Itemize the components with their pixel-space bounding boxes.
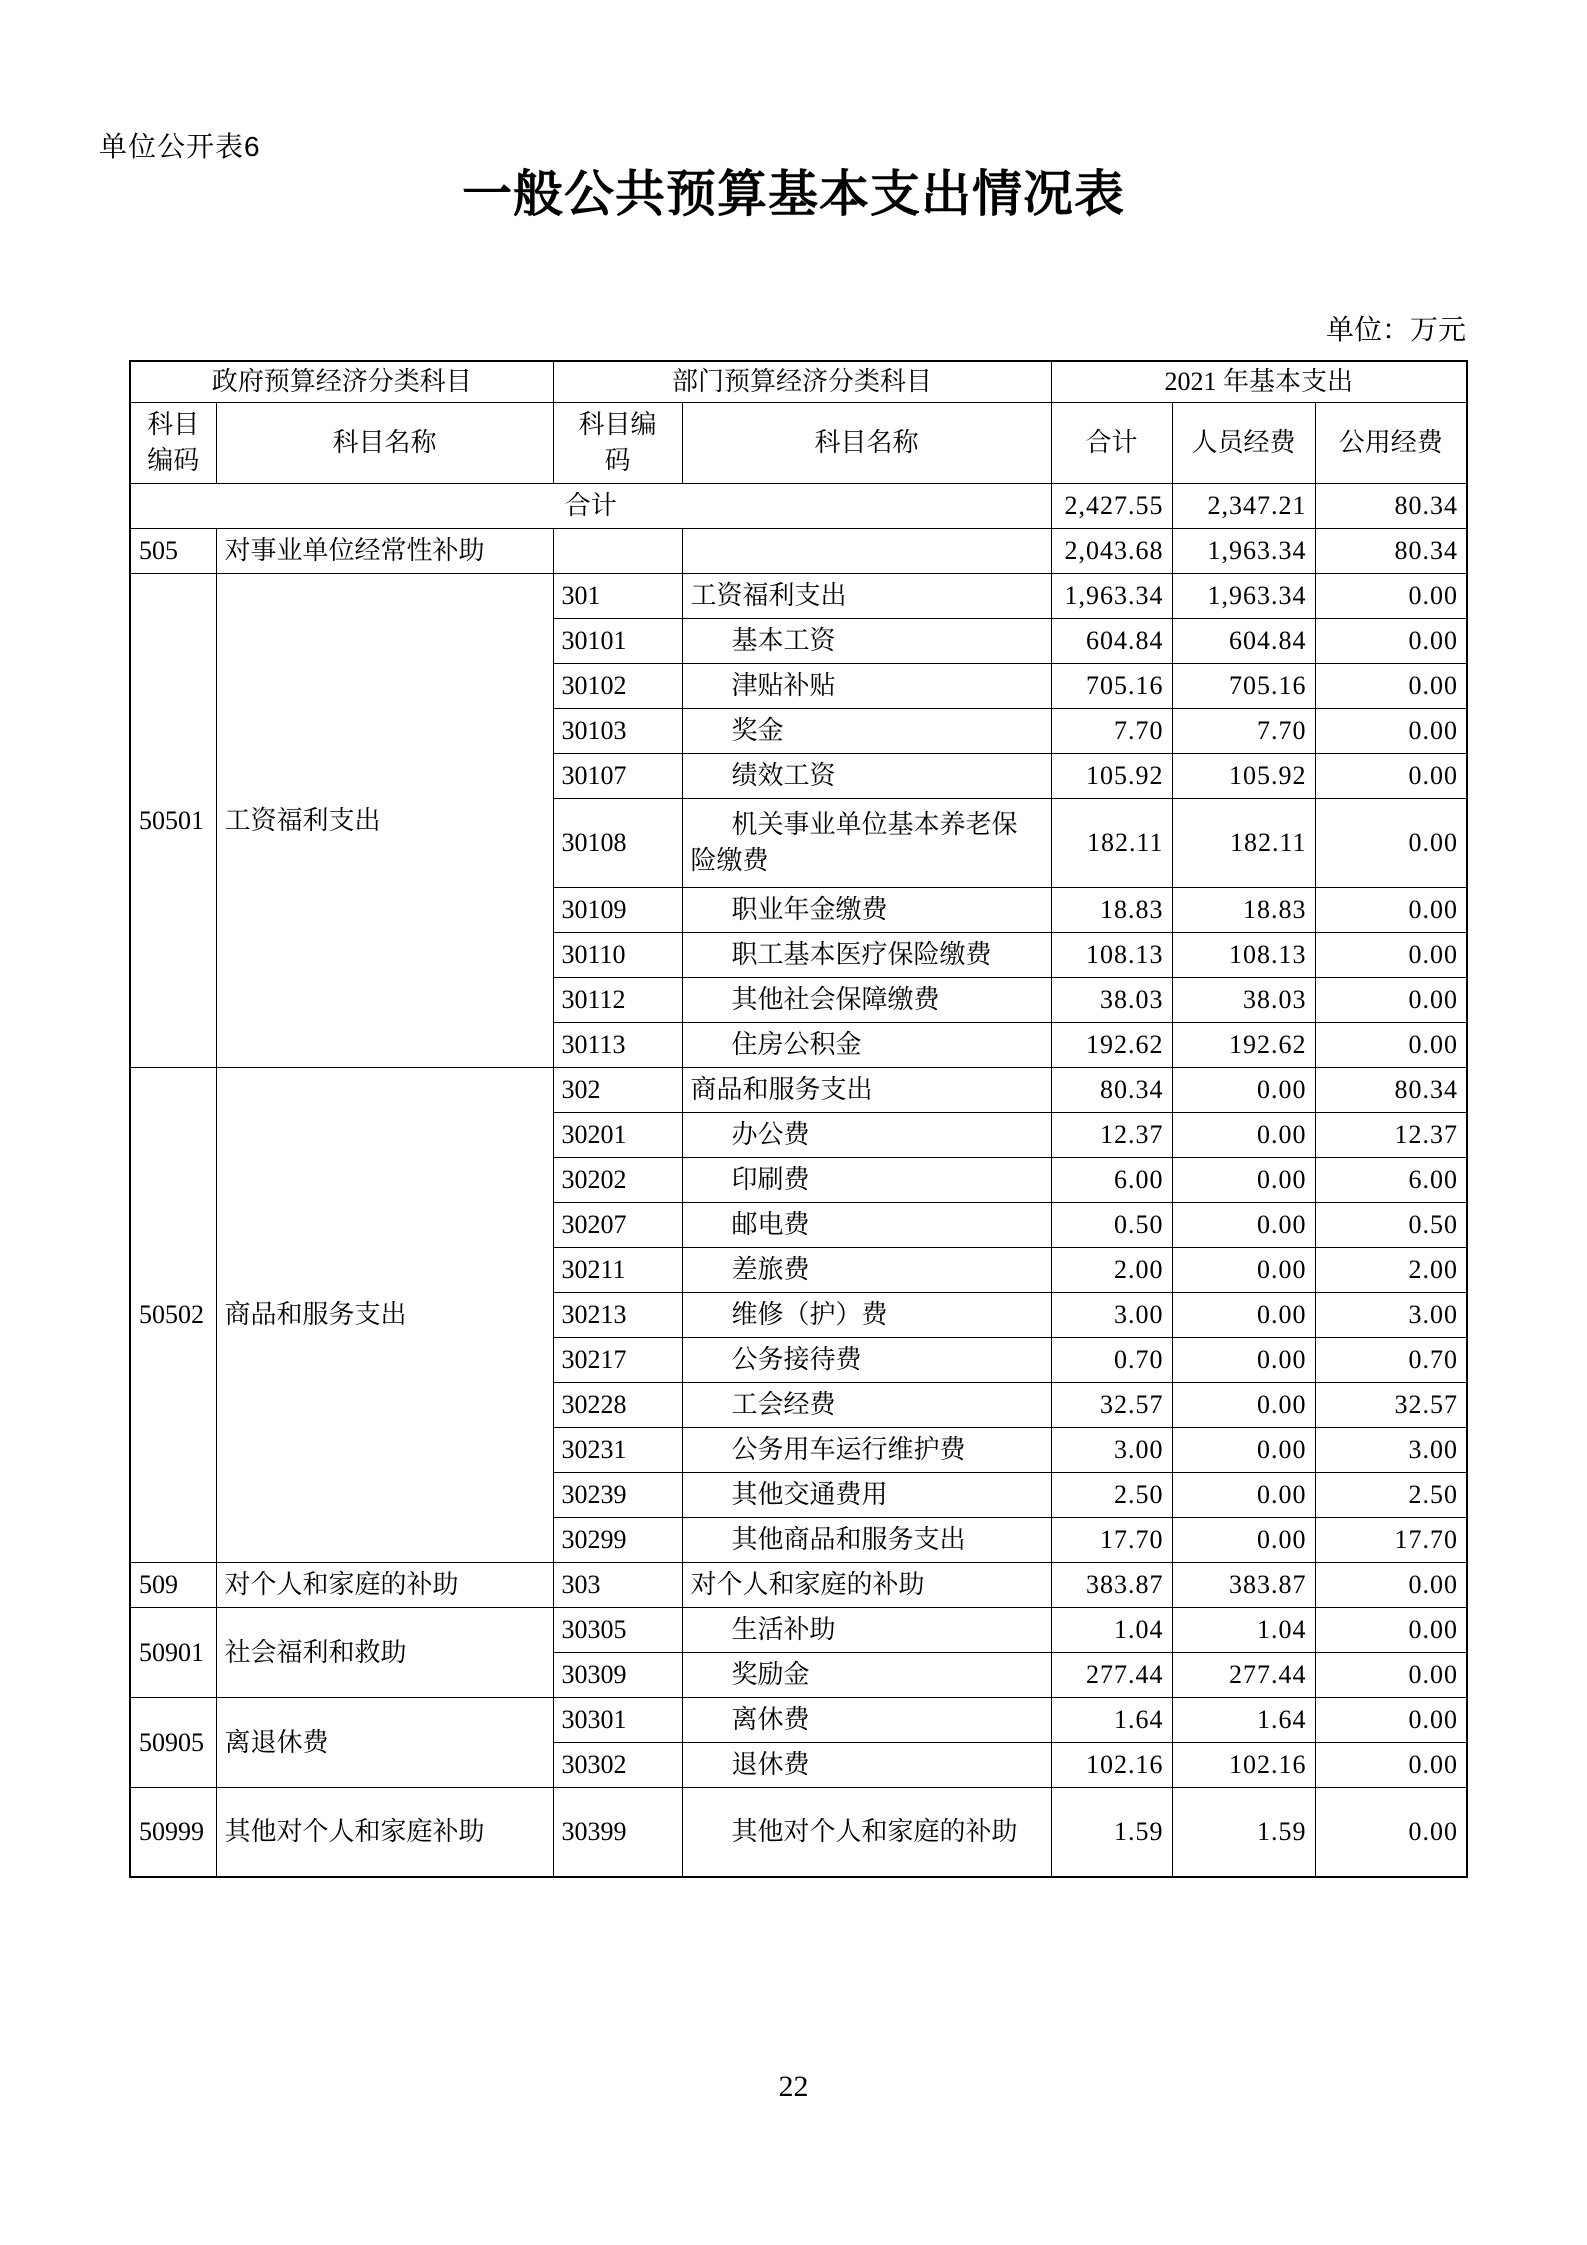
personnel-value-cell: 604.84	[1172, 619, 1315, 664]
gov-code-cell: 50999	[130, 1788, 216, 1878]
personnel-value-cell: 0.00	[1172, 1338, 1315, 1383]
public-value-cell: 0.00	[1315, 1788, 1467, 1878]
public-value-cell: 0.50	[1315, 1203, 1467, 1248]
header-dept-group: 部门预算经济分类科目	[553, 361, 1051, 403]
personnel-value-cell: 1,963.34	[1172, 574, 1315, 619]
dept-code-cell: 30108	[553, 799, 682, 888]
public-value-cell: 12.37	[1315, 1113, 1467, 1158]
header-dept-code	[553, 403, 682, 484]
total-value-cell: 1.04	[1051, 1608, 1172, 1653]
personnel-value-cell: 0.00	[1172, 1203, 1315, 1248]
dept-name-cell: 机关事业单位基本养老保险缴费	[682, 799, 1051, 888]
public-value-cell: 17.70	[1315, 1518, 1467, 1563]
dept-name-cell: 其他对个人和家庭的补助	[682, 1788, 1051, 1878]
dept-code-cell: 302	[553, 1068, 682, 1113]
personnel-value-cell: 7.70	[1172, 709, 1315, 754]
public-value-cell: 0.00	[1315, 1698, 1467, 1743]
table-row	[130, 574, 1467, 619]
dept-code-cell: 30239	[553, 1473, 682, 1518]
public-value-cell: 2.00	[1315, 1248, 1467, 1293]
public-value-cell: 0.00	[1315, 574, 1467, 619]
total-label-cell: 合计	[130, 484, 1051, 529]
personnel-value-cell: 0.00	[1172, 1428, 1315, 1473]
dept-code-cell: 30103	[553, 709, 682, 754]
personnel-value-cell: 105.92	[1172, 754, 1315, 799]
total-value-cell: 383.87	[1051, 1563, 1172, 1608]
dept-code-cell: 301	[553, 574, 682, 619]
table-row	[130, 1698, 1467, 1743]
public-value-cell: 0.00	[1315, 799, 1467, 888]
public-value-cell: 0.00	[1315, 1563, 1467, 1608]
header-gov-name: 科目名称	[216, 403, 553, 484]
total-value-cell: 2,043.68	[1051, 529, 1172, 574]
dept-name-cell: 其他社会保障缴费	[682, 978, 1051, 1023]
total-value-cell: 17.70	[1051, 1518, 1172, 1563]
total-value-cell: 0.70	[1051, 1338, 1172, 1383]
personnel-value-cell: 18.83	[1172, 888, 1315, 933]
dept-code-cell: 30299	[553, 1518, 682, 1563]
personnel-value-cell: 0.00	[1172, 1248, 1315, 1293]
header-group-row	[130, 361, 1467, 403]
personnel-value-cell: 1.59	[1172, 1788, 1315, 1878]
total-value-cell: 7.70	[1051, 709, 1172, 754]
personnel-value-cell: 2,347.21	[1172, 484, 1315, 529]
gov-code-cell: 50905	[130, 1698, 216, 1788]
dept-name-cell: 印刷费	[682, 1158, 1051, 1203]
header-public: 公用经费	[1315, 403, 1467, 484]
public-value-cell: 6.00	[1315, 1158, 1467, 1203]
dept-code-cell: 30399	[553, 1788, 682, 1878]
gov-name-cell: 离退休费	[216, 1698, 553, 1788]
dept-name-cell: 对个人和家庭的补助	[682, 1563, 1051, 1608]
header-total: 合计	[1051, 403, 1172, 484]
dept-code-cell: 30109	[553, 888, 682, 933]
header-dept-code-label: 科目编码	[578, 410, 657, 475]
personnel-value-cell: 0.00	[1172, 1158, 1315, 1203]
dept-name-cell: 住房公积金	[682, 1023, 1051, 1068]
total-value-cell: 80.34	[1051, 1068, 1172, 1113]
page-number: 22	[778, 2070, 809, 2103]
public-value-cell: 0.00	[1315, 709, 1467, 754]
public-value-cell: 2.50	[1315, 1473, 1467, 1518]
personnel-value-cell: 102.16	[1172, 1743, 1315, 1788]
personnel-value-cell: 1.64	[1172, 1698, 1315, 1743]
dept-code-cell	[553, 529, 682, 574]
total-value-cell: 105.92	[1051, 754, 1172, 799]
total-value-cell: 102.16	[1051, 1743, 1172, 1788]
dept-name-cell	[682, 529, 1051, 574]
table-row	[130, 529, 1467, 574]
public-value-cell: 0.00	[1315, 664, 1467, 709]
gov-name-cell: 社会福利和救助	[216, 1608, 553, 1698]
dept-name-cell: 工会经费	[682, 1383, 1051, 1428]
dept-code-cell: 30301	[553, 1698, 682, 1743]
dept-code-cell: 30101	[553, 619, 682, 664]
public-value-cell: 3.00	[1315, 1293, 1467, 1338]
total-value-cell: 2.50	[1051, 1473, 1172, 1518]
total-value-cell: 2,427.55	[1051, 484, 1172, 529]
dept-code-cell: 30309	[553, 1653, 682, 1698]
public-value-cell: 0.70	[1315, 1338, 1467, 1383]
gov-name-cell: 其他对个人和家庭补助	[216, 1788, 553, 1878]
public-value-cell: 0.00	[1315, 1608, 1467, 1653]
personnel-value-cell: 0.00	[1172, 1383, 1315, 1428]
header-year-group: 2021 年基本支出	[1051, 361, 1467, 403]
dept-name-cell: 邮电费	[682, 1203, 1051, 1248]
dept-name-cell: 退休费	[682, 1743, 1051, 1788]
gov-name-cell: 对个人和家庭的补助	[216, 1563, 553, 1608]
dept-name-cell: 津贴补贴	[682, 664, 1051, 709]
gov-code-cell: 505	[130, 529, 216, 574]
dept-code-cell: 30113	[553, 1023, 682, 1068]
dept-name-cell: 办公费	[682, 1113, 1051, 1158]
gov-code-cell: 50501	[130, 574, 216, 1068]
total-value-cell: 38.03	[1051, 978, 1172, 1023]
public-value-cell: 0.00	[1315, 1743, 1467, 1788]
header-dept-name: 科目名称	[682, 403, 1051, 484]
total-value-cell: 604.84	[1051, 619, 1172, 664]
personnel-value-cell: 192.62	[1172, 1023, 1315, 1068]
table-row	[130, 1608, 1467, 1653]
dept-name-cell: 奖金	[682, 709, 1051, 754]
gov-code-cell: 50901	[130, 1608, 216, 1698]
dept-code-cell: 30228	[553, 1383, 682, 1428]
dept-code-cell: 30102	[553, 664, 682, 709]
dept-name-cell: 基本工资	[682, 619, 1051, 664]
gov-code-cell: 50502	[130, 1068, 216, 1563]
table-row	[130, 484, 1467, 529]
dept-code-cell: 30110	[553, 933, 682, 978]
header-gov-group: 政府预算经济分类科目	[130, 361, 553, 403]
total-value-cell: 3.00	[1051, 1293, 1172, 1338]
dept-code-cell: 30207	[553, 1203, 682, 1248]
dept-name-cell: 其他交通费用	[682, 1473, 1051, 1518]
gov-name-cell: 工资福利支出	[216, 574, 553, 1068]
total-value-cell: 108.13	[1051, 933, 1172, 978]
public-value-cell: 80.34	[1315, 1068, 1467, 1113]
personnel-value-cell: 0.00	[1172, 1068, 1315, 1113]
personnel-value-cell: 38.03	[1172, 978, 1315, 1023]
dept-name-cell: 公务接待费	[682, 1338, 1051, 1383]
dept-name-cell: 奖励金	[682, 1653, 1051, 1698]
dept-code-cell: 30211	[553, 1248, 682, 1293]
dept-code-cell: 30302	[553, 1743, 682, 1788]
dept-name-cell: 公务用车运行维护费	[682, 1428, 1051, 1473]
total-value-cell: 18.83	[1051, 888, 1172, 933]
dept-code-cell: 303	[553, 1563, 682, 1608]
public-value-cell: 0.00	[1315, 888, 1467, 933]
total-value-cell: 1.64	[1051, 1698, 1172, 1743]
dept-code-cell: 30112	[553, 978, 682, 1023]
gov-name-cell: 商品和服务支出	[216, 1068, 553, 1563]
dept-name-cell: 差旅费	[682, 1248, 1051, 1293]
gov-code-cell: 509	[130, 1563, 216, 1608]
header-personnel: 人员经费	[1172, 403, 1315, 484]
dept-code-cell: 30202	[553, 1158, 682, 1203]
personnel-value-cell: 1,963.34	[1172, 529, 1315, 574]
personnel-value-cell: 0.00	[1172, 1518, 1315, 1563]
personnel-value-cell: 0.00	[1172, 1473, 1315, 1518]
dept-name-cell: 绩效工资	[682, 754, 1051, 799]
dept-name-cell: 职工基本医疗保险缴费	[682, 933, 1051, 978]
dept-code-cell: 30201	[553, 1113, 682, 1158]
personnel-value-cell: 277.44	[1172, 1653, 1315, 1698]
dept-name-cell: 工资福利支出	[682, 574, 1051, 619]
table-row	[130, 1563, 1467, 1608]
dept-name-cell: 商品和服务支出	[682, 1068, 1051, 1113]
dept-name-cell: 其他商品和服务支出	[682, 1518, 1051, 1563]
personnel-value-cell: 108.13	[1172, 933, 1315, 978]
public-value-cell: 0.00	[1315, 1653, 1467, 1698]
total-value-cell: 705.16	[1051, 664, 1172, 709]
dept-code-cell: 30305	[553, 1608, 682, 1653]
dept-name-cell: 离休费	[682, 1698, 1051, 1743]
total-value-cell: 182.11	[1051, 799, 1172, 888]
header-columns-row	[130, 403, 1467, 484]
public-value-cell: 3.00	[1315, 1428, 1467, 1473]
personnel-value-cell: 383.87	[1172, 1563, 1315, 1608]
dept-code-cell: 30107	[553, 754, 682, 799]
page-title: 一般公共预算基本支出情况表	[462, 166, 1125, 222]
total-value-cell: 0.50	[1051, 1203, 1172, 1248]
total-value-cell: 32.57	[1051, 1383, 1172, 1428]
dept-code-cell: 30231	[553, 1428, 682, 1473]
table-row	[130, 1068, 1467, 1113]
personnel-value-cell: 705.16	[1172, 664, 1315, 709]
personnel-value-cell: 0.00	[1172, 1113, 1315, 1158]
dept-name-cell: 生活补助	[682, 1608, 1051, 1653]
public-value-cell: 0.00	[1315, 754, 1467, 799]
total-value-cell: 6.00	[1051, 1158, 1172, 1203]
table-label: 单位公开表6	[99, 131, 261, 162]
personnel-value-cell: 0.00	[1172, 1293, 1315, 1338]
unit-note: 单位：万元	[1325, 315, 1466, 346]
personnel-value-cell: 182.11	[1172, 799, 1315, 888]
public-value-cell: 0.00	[1315, 1023, 1467, 1068]
public-value-cell: 80.34	[1315, 484, 1467, 529]
budget-table	[129, 360, 1468, 1878]
total-value-cell: 1,963.34	[1051, 574, 1172, 619]
gov-name-cell: 对事业单位经常性补助	[216, 529, 553, 574]
total-value-cell: 2.00	[1051, 1248, 1172, 1293]
dept-code-cell: 30213	[553, 1293, 682, 1338]
header-gov-code-label: 科目编码	[147, 410, 200, 475]
public-value-cell: 0.00	[1315, 933, 1467, 978]
public-value-cell: 32.57	[1315, 1383, 1467, 1428]
dept-name-cell: 维修（护）费	[682, 1293, 1051, 1338]
public-value-cell: 80.34	[1315, 529, 1467, 574]
total-value-cell: 192.62	[1051, 1023, 1172, 1068]
table-row	[130, 1788, 1467, 1878]
header-gov-code	[130, 403, 216, 484]
personnel-value-cell: 1.04	[1172, 1608, 1315, 1653]
public-value-cell: 0.00	[1315, 619, 1467, 664]
total-value-cell: 3.00	[1051, 1428, 1172, 1473]
total-value-cell: 12.37	[1051, 1113, 1172, 1158]
public-value-cell: 0.00	[1315, 978, 1467, 1023]
total-value-cell: 277.44	[1051, 1653, 1172, 1698]
dept-name-cell: 职业年金缴费	[682, 888, 1051, 933]
total-value-cell: 1.59	[1051, 1788, 1172, 1878]
dept-code-cell: 30217	[553, 1338, 682, 1383]
